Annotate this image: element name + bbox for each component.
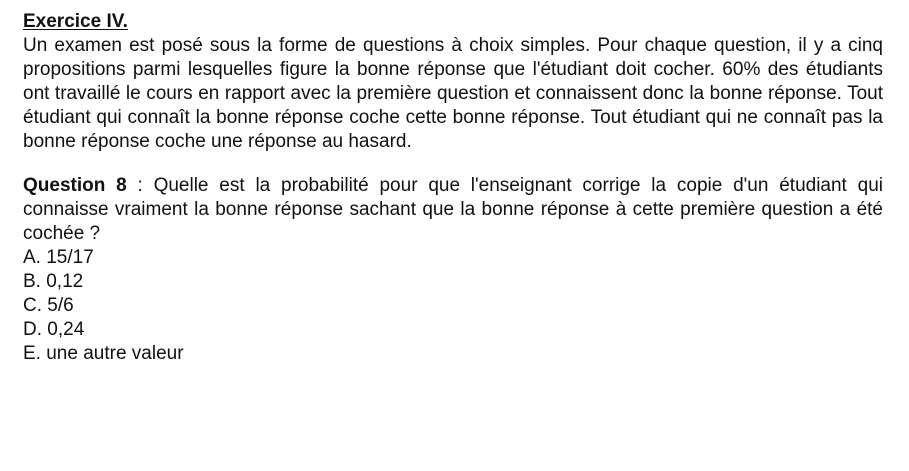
question-statement [23,174,883,246]
exercise-intro: Un examen est posé sous la forme de questions à choix simples. Pour chaque question, il y a cinq propositions parmi lesquelles figure la bonne réponse que l'étudiant doit cocher. 60% des étudiants ont travaillé le cours en rapport avec la première question et connaissent donc la bonne réponse. Tout étudiant qui connaît la bonne réponse coche cette bonne réponse. Tout étudiant qui ne connaît pas la bonne réponse coche une réponse au hasard. [23,35,883,152]
document-page [23,10,883,366]
option-b: B. 0,12 [23,271,84,292]
option-c: C. 5/6 [23,295,74,316]
exercise-title: Exercice IV. [23,11,128,32]
question-label: Question 8 [23,175,127,196]
question-text: Quelle est la probabilité pour que l'enseignant corrige la copie d'un étudiant qui connaisse vraiment la bonne réponse sachant que la bonne réponse à cette première question a été cochée ? [23,175,883,244]
paragraph-spacer [23,154,883,174]
option-d: D. 0,24 [23,319,85,340]
question-separator: : [126,175,154,196]
option-e: E. une autre valeur [23,343,184,364]
option-a: A. 15/17 [23,247,94,268]
answer-options [23,246,883,366]
